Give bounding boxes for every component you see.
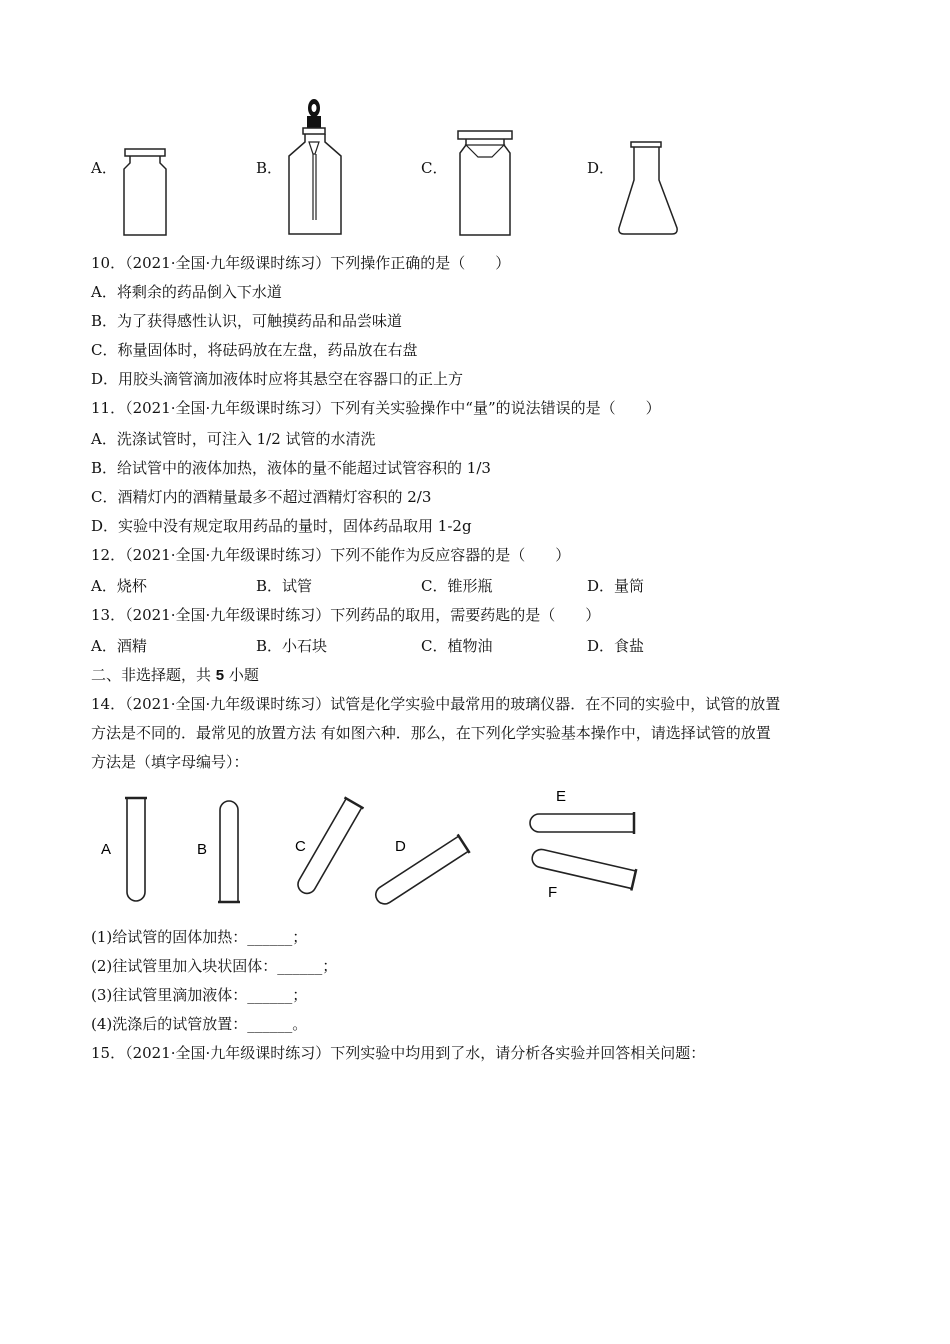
q14-sub1: (1)给试管的固体加热：______； [91, 928, 308, 946]
q14-stem-line2: 方法是不同的．最常见的放置方法 有如图六种．那么，在下列化学实验基本操作中，请选择试管的放置 [91, 724, 771, 742]
q11-option-a: A．洗涤试管时，可注入 1/2 试管的水清洗 [91, 430, 376, 448]
test-tube-d [371, 834, 469, 909]
q15-stem: 15．（2021·全国·九年级课时练习）下列实验中均用到了水，请分析各实验并回答相关问题： [91, 1044, 706, 1062]
q14-stem-line1: 14．（2021·全国·九年级课时练习）试管是化学实验中最常用的玻璃仪器．在不同的实验中，试管的放置 [91, 695, 781, 713]
q14-sub4: (4)洗涤后的试管放置：______。 [91, 1015, 308, 1033]
q12-option-b: B．试管 [256, 577, 313, 595]
section2-prefix: 二、非选择题，共 [91, 666, 216, 684]
q10-option-c: C．称量固体时，将砝码放在左盘，药品放在右盘 [91, 341, 418, 359]
q12-stem: 12．（2021·全国·九年级课时练习）下列不能作为反应容器的是（ ） [91, 546, 571, 564]
q11-option-d: D．实验中没有规定取用药品的量时，固体药品取用 1-2g [91, 517, 472, 535]
q13-option-d: D．食盐 [587, 637, 645, 655]
tube-label-c: C [295, 838, 306, 855]
q9-option-a-label: A． [91, 159, 117, 177]
tube-label-f: F [548, 884, 558, 901]
q10-stem: 10．（2021·全国·九年级课时练习）下列操作正确的是（ ） [91, 254, 511, 272]
q11-option-c: C．酒精灯内的酒精量最多不超过酒精灯容积的 2/3 [91, 488, 432, 506]
tube-label-e: E [556, 788, 567, 805]
q11-option-b: B．给试管中的液体加热，液体的量不能超过试管容积的 1/3 [91, 459, 491, 477]
q10-option-b: B．为了获得感性认识，可触摸药品和品尝味道 [91, 312, 403, 330]
tube-label-d: D [395, 838, 406, 855]
tube-label-b: B [197, 841, 208, 858]
wide-mouth-bottle-figure [452, 127, 518, 239]
section2-suffix: 小题 [224, 666, 259, 684]
tube-label-a: A [101, 841, 112, 858]
q13-option-a: A．酒精 [91, 637, 147, 655]
dropper-bottle-figure [284, 92, 350, 239]
q12-option-a: A．烧杯 [91, 577, 147, 595]
test-tube-b [218, 801, 240, 902]
narrow-mouth-bottle-figure [118, 145, 174, 239]
q11-stem: 11．（2021·全国·九年级课时练习）下列有关实验操作中“量”的说法错误的是（ ） [91, 399, 661, 417]
conical-flask-figure [614, 140, 684, 239]
q13-option-c: C．植物油 [421, 637, 493, 655]
q9-option-b-label: B． [256, 159, 283, 177]
section2-heading [91, 665, 259, 686]
test-tube-e [530, 812, 634, 834]
test-tube-f [530, 846, 636, 891]
q13-stem: 13．（2021·全国·九年级课时练习）下列药品的取用，需要药匙的是（ ） [91, 606, 601, 624]
section2-count: 5 [215, 667, 225, 684]
q12-option-d: D．量筒 [587, 577, 645, 595]
test-tube-a [125, 798, 147, 901]
q12-option-c: C．锥形瓶 [421, 577, 493, 595]
q9-option-c-label: C． [421, 159, 448, 177]
q9-option-d-label: D． [587, 159, 615, 177]
q14-sub3: (3)往试管里滴加液体：______； [91, 986, 308, 1004]
q14-sub2: (2)往试管里加入块状固体：______； [91, 957, 338, 975]
q10-option-a: A．将剩余的药品倒入下水道 [91, 283, 282, 301]
q10-option-d: D．用胶头滴管滴加液体时应将其悬空在容器口的正上方 [91, 370, 464, 388]
q13-option-b: B．小石块 [256, 637, 328, 655]
q14-stem-line3: 方法是（填字母编号）： [91, 753, 249, 771]
test-tube-placements-figure [95, 782, 655, 910]
